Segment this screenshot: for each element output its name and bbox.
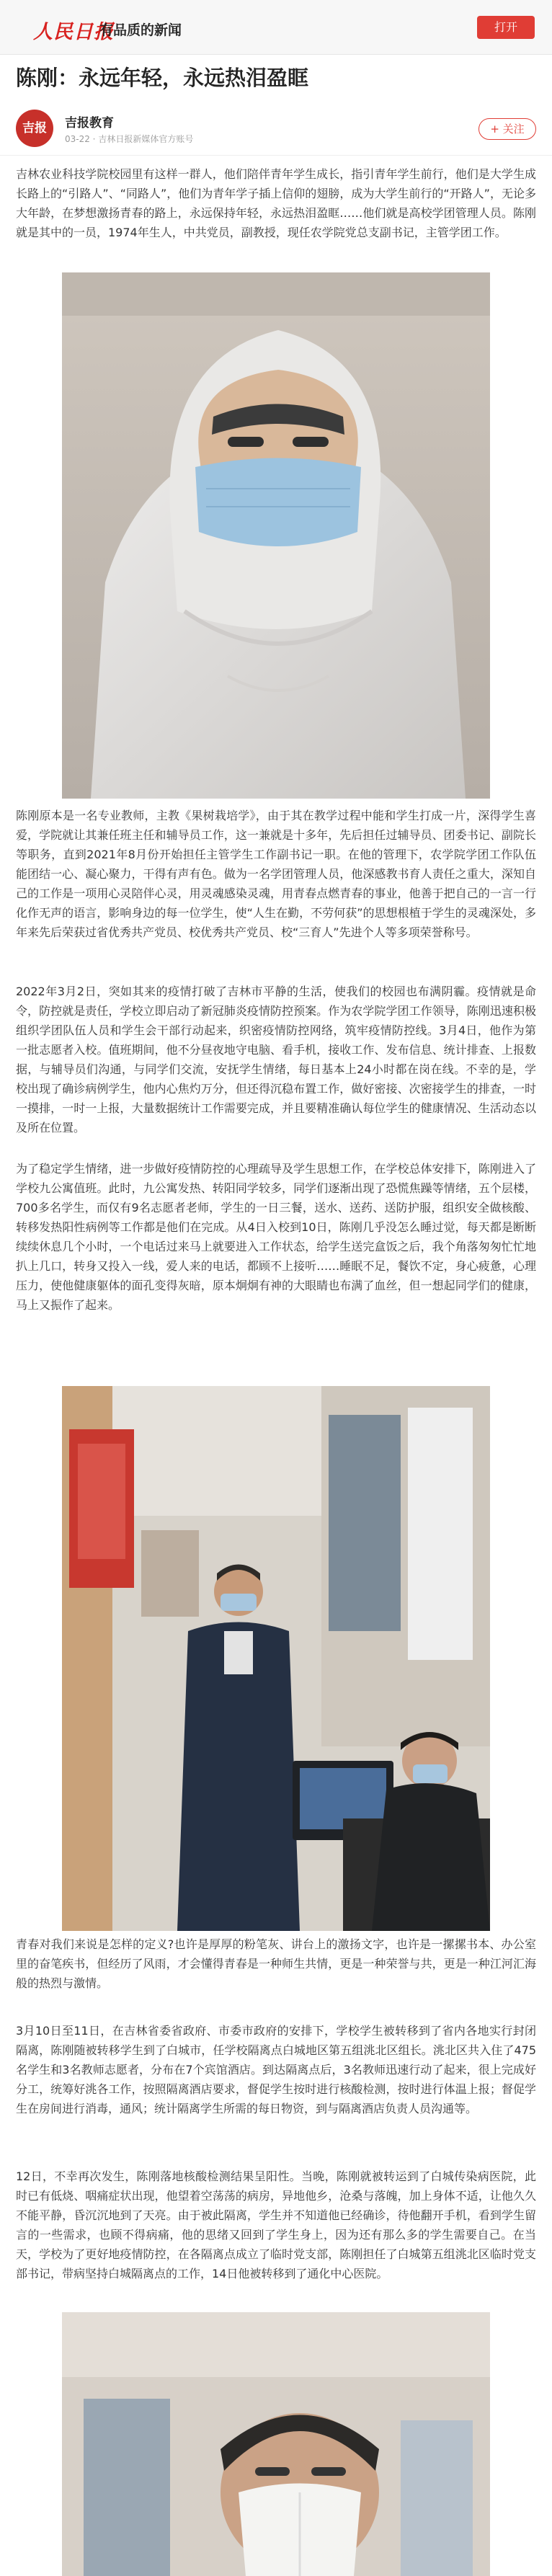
author-meta: 03-22 · 吉林日报新媒体官方账号 [65, 134, 194, 144]
author-row [0, 102, 552, 156]
author-name[interactable]: 吉报教育 [65, 116, 114, 130]
top-bar [0, 0, 552, 55]
article-title: 陈刚：永远年轻，永远热泪盈眶 [16, 66, 309, 90]
app-slogan: 有品质的新闻 [99, 22, 182, 38]
photo-hazmat-selfie [62, 272, 490, 799]
photo-hospital [62, 2312, 490, 2576]
article-paragraph-1: 吉林农业科技学院校园里有这样一群人，他们陪伴青年学生成长，指引青年学生前行，他们是大学生成长路上的“引路人”、“同路人”，他们为青年学子插上信仰的翅膀，成为大学生前行的“开路人”，无论多大年龄，在梦想激扬青春的路上，永远保持年轻，永远热泪盈眶……他们就是高校学团管理人员。陈刚就是其中的一员，1974年生人，中共党员，副教授，现任农学院党总支副书记，主管学团工作。 [16, 167, 536, 239]
article-paragraph-2: 陈刚原本是一名专业教师，主教《果树栽培学》，由于其在教学过程中能和学生打成一片，深得学生喜爱，学院就让其兼任班主任和辅导员工作，这一兼就是十多年，先后担任过辅导员、团委书记、副院长等职务，直到2021年8月份开始担任主管学生工作副书记一职。在他的管理下，农学院学团工作队伍能团结一心、凝心聚力，干得有声有色。做为一名学团管理人员，他深感教书育人责任之重大，深知自己的工作是一项用心灵陪伴心灵，用灵魂感染灵魂，用青春点燃青春的事业，他善于把自己的一言一行化作无声的语言，影响身边的每一位学生，使“人生在勤，不劳何获”的思想根植于学生的灵魂深处，多年来先后荣获过省优秀共产党员、校优秀共产党员、校“三育人”先进个人等多项荣誉称号。 [16, 809, 536, 939]
author-avatar[interactable]: 吉报 [16, 110, 53, 147]
follow-button[interactable]: + 关注 [478, 118, 536, 140]
article-paragraph-3: 2022年3月2日，突如其来的疫情打破了吉林市平静的生活，使我们的校园也布满阴霾。疫情就是命令，防控就是责任，学校立即启动了新冠肺炎疫情防控预案。作为农学院学团工作领导，陈刚迅速积极组织学团队伍人员和学生会干部行动起来，织密疫情防控网络，筑牢疫情防控线。3月4日，他作为第一批志愿者入校。值班期间，他不分昼夜地守电脑、看手机，接收工作、发布信息、统计排查、上报数据，与辅导员们沟通，与同学们交流，安抚学生情绪，每日基本上24小时都在岗在线。不幸的是，学校出现了确诊病例学生，他内心焦灼万分，但还得沉稳布置工作，做好密接、次密接学生的排查，一时一摸排，一时一上报，大量数据统计工作需要完成，并且要精准确认每位学生的健康情况、生活动态以及所在位置。 [16, 985, 536, 1134]
article-paragraph-5: 青春对我们来说是怎样的定义?也许是厚厚的粉笔灰、讲台上的激扬文字，也许是一摞摞书本、办公室里的奋笔疾书，但经历了风雨，才会懂得青春是一种师生共情，更是一种荣誉与共，更是一种江河汇海般的热烈与激情。 [16, 1937, 536, 1990]
app-logo[interactable]: 人民日报 [33, 21, 114, 43]
open-app-button[interactable]: 打开 [477, 16, 535, 39]
article-paragraph-4: 为了稳定学生情绪，进一步做好疫情防控的心理疏导及学生思想工作，在学校总体安排下，陈刚进入了学校九公寓值班。此时，九公寓发热、转阳同学较多，同学们逐渐出现了恐慌焦躁等情绪，五个层楼，700多名学生，而仅有9名志愿者老师，学生的一日三餐，送水、送药、送防护服，组织安全做核酸、转移发热阳性病例等工作都是他们在完成。从4日入校到10日，陈刚几乎没怎么睡过觉，每天都是断断续续休息几个小时，一个电话过来马上就要进入工作状态，给学生送完盒饭之后，我个角落匆匆忙忙地扒上几口，转身又投入一线，爱人来的电话，都顾不上接听……睡眠不足，餐饮不定，身心疲惫，心理压力，使他健康躯体的面孔变得灰暗，原本炯炯有神的大眼睛也布满了血丝，但一想起同学们的健康，马上又振作了起来。 [16, 1162, 536, 1312]
article-paragraph-7: 12日，不幸再次发生，陈刚落地核酸检测结果呈阳性。当晚，陈刚就被转运到了白城传染病医院，此时已有低烧、咽痛症状出现，他望着空荡荡的病房，异地他乡，沧桑与落魄，加上身体不适，让他久久不能平静，昏沉沉地到了天亮。由于被此隔离，学生并不知道他已经确诊，待他翻开手机，看到学生留言的一些需求，也顾不得病痛，他的思绪又回到了学生身上，因为还有那么多的学生需要自己。在当天，学校为了更好地疫情防控，在各隔离点成立了临时党支部，陈刚担任了白城第五组洮北区临时党支部书记，带病坚持白城隔离点的工作，14日他被转移到了通化中心医院。 [16, 2169, 536, 2280]
photo-dormitory [62, 1386, 490, 1931]
article-paragraph-6: 3月10日至11日，在吉林省委省政府、市委市政府的安排下，学校学生被转移到了省内各地实行封闭隔离，陈刚随被转移学生到了白城市，任学校隔离点白城地区第五组洮北区组长。洮北区共入住了475名学生和3名教师志愿者，分布在7个宾馆酒店。到达隔离点后，3名教师迅速行动了起来，很上完成好分工，统筹好洮各工作，按照隔离酒店要求，督促学生按时进行核酸检测，按时进行体温上报；督促学生在房间进行消毒，通风；统计隔离学生所需的每日物资，到与隔离酒店负责人员沟通等。 [16, 2024, 536, 2115]
